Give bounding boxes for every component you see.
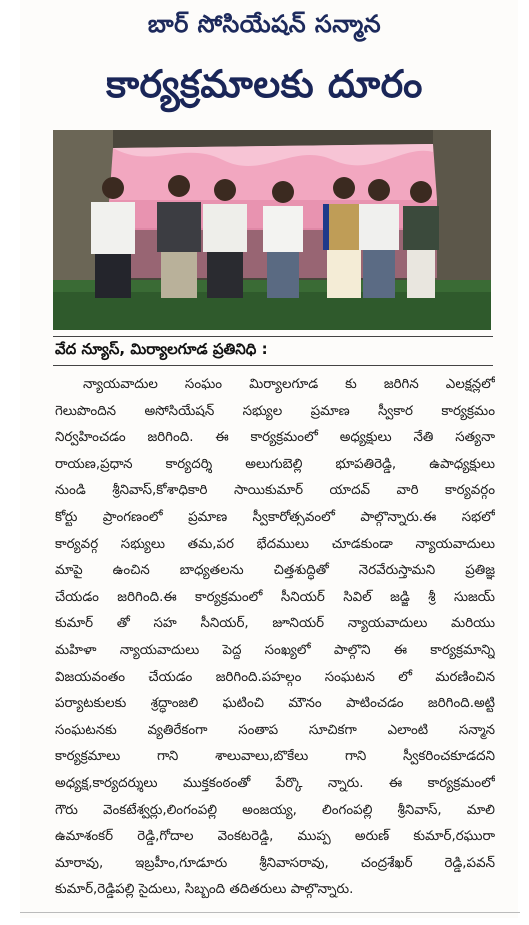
group-photo-illustration [53,130,491,330]
article-line: రాయణ,ప్రధాన కార్యదర్శి అలుగుబెల్లి భూపతిరెడ్డి, ఉపాధ్యక్షులు [55,456,495,472]
article-line: సంఘటనకు వ్యతిరేకంగా సంతాప సూచికగా ఎలాంటి సన్మాన [55,722,495,738]
article-line: న్యాయవాదుల సంఘం మిర్యాలగూడ కు జరిగిన ఎలక్షన్లలో [83,377,495,392]
bottom-rule [20,912,520,913]
article-line: నిర్వహించడం జరిగింది. ఈ కార్యక్రమంలో అధ్యక్షులు నేతి సత్యనా [55,430,495,446]
article-line: కోర్టు ప్రాంగణంలో ప్రమాణ స్వీకారోత్సవంలో పాల్గొన్నారు.ఈ సభలో [55,509,495,525]
article-line: కుమార్ తో సహ సీనియర్, జూనియర్ న్యాయవాదులు మరియు [55,616,495,632]
article-line: ఉమాశంకర్ రెడ్డి,గోదాల వెంకటరెడ్డి, ముప్ప అరుణ్ కుమార్,రఘురా [55,829,495,845]
article-line: గౌరు వెంకటేశ్వర్లు,లింగంపల్లి అంజయ్య, లింగంపల్లి శ్రీనివాస్, మాలి [55,802,495,818]
article-line: కార్యవర్గ సభ్యులు తమ,పర భేదములు చూడకుండా న్యాయవాదులు [55,536,495,552]
article-line: కుమార్,రెడ్డిపల్లి సైదులు, సిబ్బంది తదితరులు పాల్గొన్నారు. [55,882,354,898]
article-body [55,372,495,904]
article-line: విజయవంతం చేయడం జరిగింది.పహల్గం సంఘటన లో మరణించిన [55,669,495,685]
byline: వేద న్యూస్, మిర్యాలగూడ ప్రతినిధి : [55,340,268,358]
article-line: కార్యక్రమాలు గాని శాలువాలు,బొకేలు గాని స్వీకరించకూడదని [55,749,495,765]
headline-kicker: బార్ సోసియేషన్ సన్మాన [147,10,382,38]
article-line: నుండి శ్రీనివాస్,కోశాధికారి సాయికుమార్ యాదవ్ వారి కార్యవర్గం [55,483,495,499]
article-line: మహిళా న్యాయవాదులు పెద్ద సంఖ్యలో పాల్గొని ఈ కార్యక్రమాన్ని [55,642,495,658]
article-line: గెలుపొందిన అసోసియేషన్ సభ్యుల ప్రమాణ స్వీకార కార్యక్రమం [55,403,495,419]
article-line: మారావు, ఇబ్రహీం,గూడూరు శ్రీనివాసరావు, చంద్రశేఖర్ రెడ్డి,పవన్ [55,855,495,871]
article-line: పర్యాటకులకు శ్రద్ధాంజలి ఘటించి మౌనం పాటించడం జరిగింది.అట్టి [55,696,495,712]
headline-title: కార్యక్రమాలకు దూరం [106,62,423,106]
news-photo [53,130,491,330]
article-line: మాపై ఉంచిన బాధ్యతలను చిత్తశుద్ధితో నెరవేరుస్తామని ప్రతిజ్ఞ [55,563,495,579]
article-line: చేయడం జరిగింది.ఈ కార్యక్రమంలో సీనియర్ సివిల్ జడ్జి శ్రీ సుజయ్ [55,589,495,605]
photo-divider [53,336,493,337]
article-line: అధ్యక్ష,కార్యదర్శులు ముక్తకంఠంతో పేర్కొ న్నారు. ఈ కార్యక్రమంలో [55,775,495,791]
byline-divider [53,365,493,366]
